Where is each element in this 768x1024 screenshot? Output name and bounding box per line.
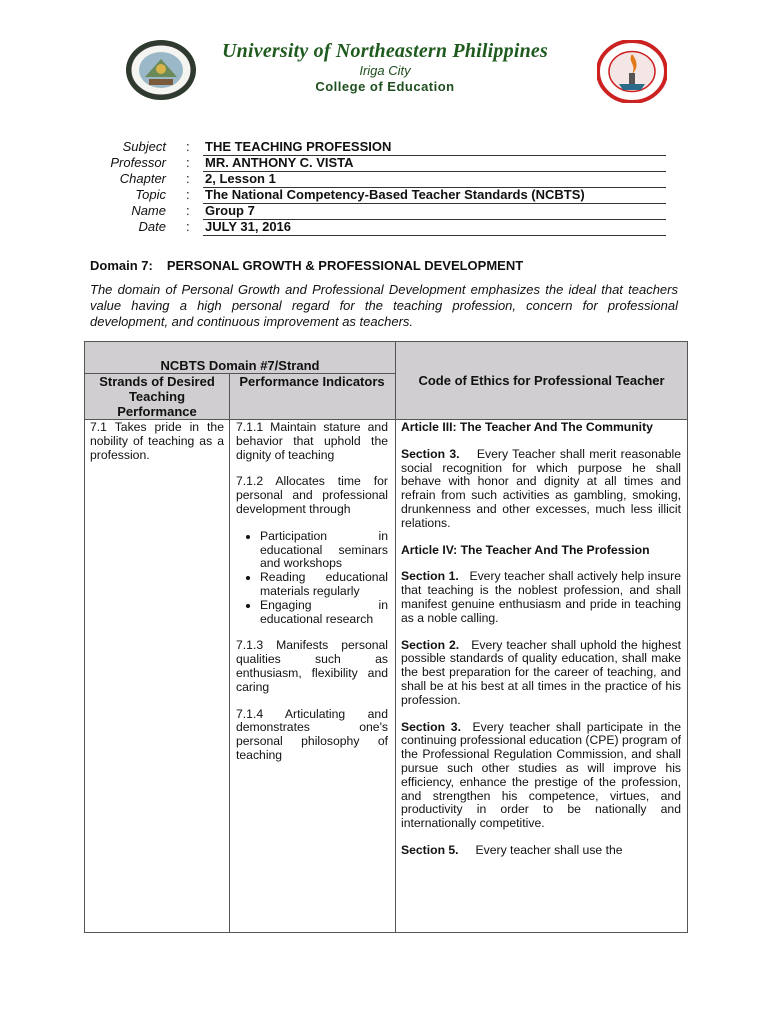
info-label: Subject <box>122 139 166 154</box>
info-colon: : <box>186 171 190 186</box>
article-iv-section-3: Section 3. Every teacher shall participate in the continuing professional education (CPE) program of the Professional Regulation Commission, and shall pursue such other studies as will improve his efficiency, enhance the prestige of the profession, and strengthen his competence, virtues, and productivity in order to be nationally and internationally competitive. <box>401 719 681 831</box>
indicators-cell <box>236 421 388 776</box>
ethics-cell <box>401 421 681 931</box>
table-col-indicators-header: Performance Indicators <box>239 374 385 389</box>
info-label: Date <box>138 219 166 234</box>
article-iv-title: Article IV: The Teacher And The Profession <box>401 542 650 557</box>
ncbts-table <box>84 341 688 933</box>
table-group-header: NCBTS Domain #7/Strand <box>160 358 320 373</box>
list-item: • Participation in educational seminars and workshops <box>260 530 388 571</box>
info-colon: : <box>186 155 190 170</box>
article-iv-section-5: Section 5. Every teacher shall use the <box>401 842 623 857</box>
info-label: Professor <box>110 155 166 170</box>
table-col-strands-header: Strands of Desired Teaching Performance <box>99 374 215 419</box>
indicator-7-1-3: 7.1.3 Manifests personal qualities such as enthusiasm, flexibility and caring <box>236 638 388 694</box>
info-value: 2, Lesson 1 <box>203 171 666 188</box>
info-colon: : <box>186 139 190 154</box>
indicator-7-1-1: 7.1.1 Maintain stature and behavior that uphold the dignity of teaching <box>236 420 388 462</box>
domain-label: Domain 7: <box>90 258 153 273</box>
article-iii-section-3: Section 3. Every Teacher shall merit reasonable social recognition for which purpose he shall behave with honor and dignity at all times and refrain from such activities as gambling, smoking, drunkenness and other excesses, much less illicit relations. <box>401 446 681 530</box>
college-of-education-logo <box>597 40 667 103</box>
article-iv-section-1: Section 1. Every teacher shall actively help insure that teaching is the noblest profession, and shall manifest genuine enthusiasm and pride in teaching as a noble calling. <box>401 569 681 625</box>
strand-text: 7.1 Takes pride in the nobility of teaching as a profession. <box>90 420 224 462</box>
info-label: Name <box>131 203 166 218</box>
indicator-7-1-4: 7.1.4 Articulating and demonstrates one's personal philosophy of teaching <box>236 706 388 762</box>
domain-name: PERSONAL GROWTH & PROFESSIONAL DEVELOPMENT <box>166 258 524 273</box>
table-col-ethics-header: Code of Ethics for Professional Teacher <box>418 373 665 388</box>
info-value: MR. ANTHONY C. VISTA <box>203 155 666 172</box>
info-value: JULY 31, 2016 <box>203 219 666 236</box>
info-label: Topic <box>135 187 166 202</box>
indicator-bullet-list <box>236 530 388 627</box>
city-name: Iriga City <box>359 63 411 78</box>
list-item: • Engaging in educational research <box>260 599 388 627</box>
domain-heading <box>90 258 523 273</box>
college-name: College of Education <box>315 79 455 94</box>
info-colon: : <box>186 219 190 234</box>
indicator-7-1-2: 7.1.2 Allocates time for personal and professional development through <box>236 474 388 516</box>
strand-cell <box>90 421 224 475</box>
list-item: • Reading educational materials regularly <box>260 571 388 599</box>
university-seal-logo <box>125 39 197 101</box>
article-iv-section-2: Section 2. Every teacher shall uphold the highest possible standards of quality education, shall make the best preparation for the career of teaching, and shall be at his best at all times in the practice of his profession. <box>401 637 681 707</box>
university-name: University of Northeastern Philippines <box>222 40 548 62</box>
info-colon: : <box>186 187 190 202</box>
article-iii-title: Article III: The Teacher And The Community <box>401 421 653 434</box>
info-value: The National Competency-Based Teacher Standards (NCBTS) <box>203 187 666 204</box>
info-label: Chapter <box>119 171 166 186</box>
info-value: THE TEACHING PROFESSION <box>203 139 666 156</box>
info-colon: : <box>186 203 190 218</box>
info-value: Group 7 <box>203 203 666 220</box>
domain-intro: The domain of Personal Growth and Professional Development emphasizes the ideal that teachers value having a high personal regard for the teaching profession, concern for professional development, and continuous improvement as teachers. <box>90 282 678 329</box>
